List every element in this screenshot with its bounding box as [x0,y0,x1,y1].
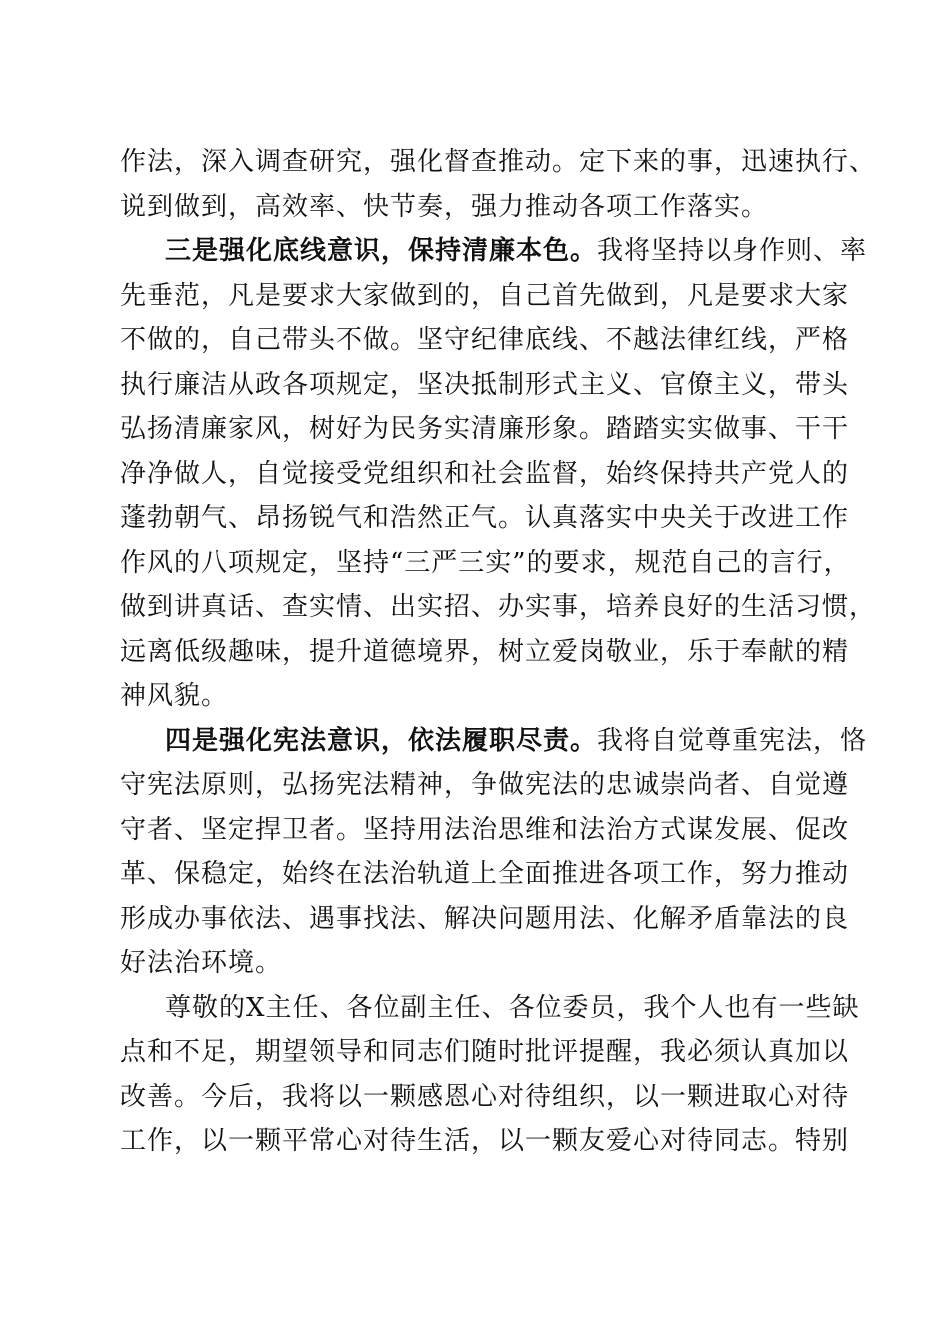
text-line: 说到做到，高效率、快节奏，强力推动各项工作落实。 [120,191,769,222]
text-line: 守者、坚定捍卫者。坚持用法治思维和法治方式谋发展、促改 [120,814,850,845]
text-line: 不做的，自己带头不做。坚守纪律底线、不越法律红线，严格 [120,325,850,355]
paragraph-heading: 三是强化底线意识，保持清廉本色。 [165,236,598,266]
text-line: 净净做人，自觉接受党组织和社会监督，始终保持共产党人的 [120,458,850,489]
paragraph-heading: 四是强化宪法意识，依法履职尽责。 [165,725,598,756]
text-line: 作法，深入调查研究，强化督查推动。定下来的事，迅速执行、 [120,147,877,177]
text-line: 先垂范，凡是要求大家做到的，自己首先做到，凡是要求大家 [120,280,850,311]
text-line: 点和不足，期望领导和同志们随时批评提醒，我必须认真加以 [120,1037,850,1067]
paragraph-2 [120,229,877,719]
text-line: 神风貌。 [120,681,229,711]
paragraph-1 [120,140,877,229]
text-line: 尊敬的X主任、各位副主任、各位委员，我个人也有一些缺 [165,992,860,1023]
text-line: 好法治环境。 [120,948,283,978]
text-line: 作风的八项规定，坚持“三严三实”的要求，规范自己的言行， [120,547,851,578]
text-line: 改善。今后，我将以一颗感恩心对待组织，以一颗进取心对待 [120,1081,850,1112]
text-line: 远离低级趣味，提升道德境界，树立爱岗敬业，乐于奉献的精 [120,636,850,667]
text-line: 做到讲真话、查实情、出实招、办实事，培养良好的生活习惯， [120,592,877,622]
text-run: 我将自觉尊重宪法，恪 [597,725,868,756]
paragraph-3 [120,719,868,986]
paragraph-4 [120,986,860,1164]
text-line [120,719,868,764]
text-line: 守宪法原则，弘扬宪法精神，争做宪法的忠诚崇尚者、自觉遵 [120,770,850,800]
text-line: 执行廉洁从政各项规定，坚决抵制形式主义、官僚主义，带头 [120,369,850,400]
text-line: 革、保稳定，始终在法治轨道上全面推进各项工作，努力推动 [120,859,850,889]
text-line [120,229,868,274]
text-line: 蓬勃朝气、昂扬锐气和浩然正气。认真落实中央关于改进工作 [120,503,850,533]
text-line: 形成办事依法、遇事找法、解决问题用法、化解矛盾靠法的良 [120,903,850,934]
text-line: 工作，以一颗平常心对待生活，以一颗友爱心对待同志。特别 [120,1126,850,1156]
text-run: 我将坚持以身作则、率 [597,236,868,266]
document-body [120,140,877,1164]
text-line: 弘扬清廉家风，树好为民务实清廉形象。踏踏实实做事、干干 [120,414,850,444]
